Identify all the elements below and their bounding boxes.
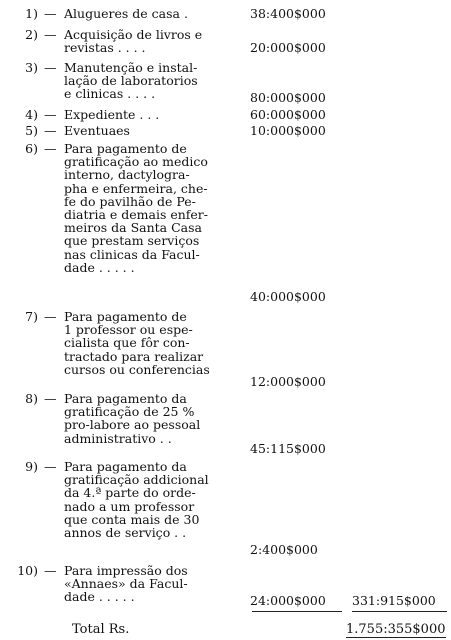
amount-rule: [252, 611, 342, 612]
subtotal-rule: [352, 611, 447, 612]
item-description: Para pagamento de 1 professor ou espe- cialista que fôr con- tractado para realizar cursos ou conferencias: [64, 309, 210, 377]
item-amount: 24:000$000: [250, 593, 326, 608]
item-description: Alugueres de casa .: [64, 6, 188, 21]
item-amount: 10:000$000: [250, 123, 326, 138]
item-description: Para impressão dos «Annaes» da Facul- dade . . . . .: [64, 563, 188, 605]
total-value: 1.755:355$000: [346, 622, 446, 637]
item-dash: —: [44, 6, 57, 21]
item-number: 7): [25, 309, 38, 324]
item-number: 10): [17, 563, 38, 578]
item-amount: 38:400$000: [250, 6, 326, 21]
item-number: 2): [25, 27, 38, 42]
item-description: Eventuaes: [64, 123, 130, 138]
item-dash: —: [44, 459, 57, 474]
item-description: Para pagamento de gratificação ao medico interno, dactylogra- pha e enfermeira, che- fe do pavilhão de Pe- diatria e demais enfer- meiros da Santa Casa que prestam serviços nas clinicas da Facul- dade . . . . .: [64, 141, 209, 275]
item-number: 6): [25, 141, 38, 156]
item-number: 3): [25, 60, 38, 75]
total-rule: [346, 637, 446, 638]
item-description: Manutenção e instal- lação de laboratorios e clinicas . . . .: [64, 60, 198, 102]
subtotal-amount: 331:915$000: [352, 593, 436, 608]
item-dash: —: [44, 309, 57, 324]
item-number: 8): [25, 391, 38, 406]
item-number: 1): [25, 6, 38, 21]
item-dash: —: [44, 141, 57, 156]
item-dash: —: [44, 60, 57, 75]
item-amount: 45:115$000: [250, 441, 326, 456]
item-dash: —: [44, 391, 57, 406]
item-amount: 60:000$000: [250, 107, 326, 122]
item-description: Acquisição de livros e revistas . . . .: [64, 27, 203, 56]
item-amount: 40:000$000: [250, 289, 326, 304]
item-number: 4): [25, 107, 38, 122]
item-description: Expediente . . .: [64, 107, 160, 122]
item-amount: 12:000$000: [250, 374, 326, 389]
item-description: Para pagamento da gratificação addicional da 4.ª parte do orde- nado a um professor que conta mais de 30 annos de serviço . .: [64, 459, 209, 541]
item-amount: 20:000$000: [250, 40, 326, 55]
item-dash: —: [44, 563, 57, 578]
item-dash: —: [44, 107, 57, 122]
item-description: Para pagamento da gratificação de 25 % pro-labore ao pessoal administrativo . .: [64, 391, 201, 446]
item-amount: 2:400$000: [250, 542, 318, 557]
total-label: Total Rs.: [72, 622, 130, 637]
item-dash: —: [44, 27, 57, 42]
item-number: 9): [25, 459, 38, 474]
item-number: 5): [25, 123, 38, 138]
item-amount: 80:000$000: [250, 90, 326, 105]
item-dash: —: [44, 123, 57, 138]
